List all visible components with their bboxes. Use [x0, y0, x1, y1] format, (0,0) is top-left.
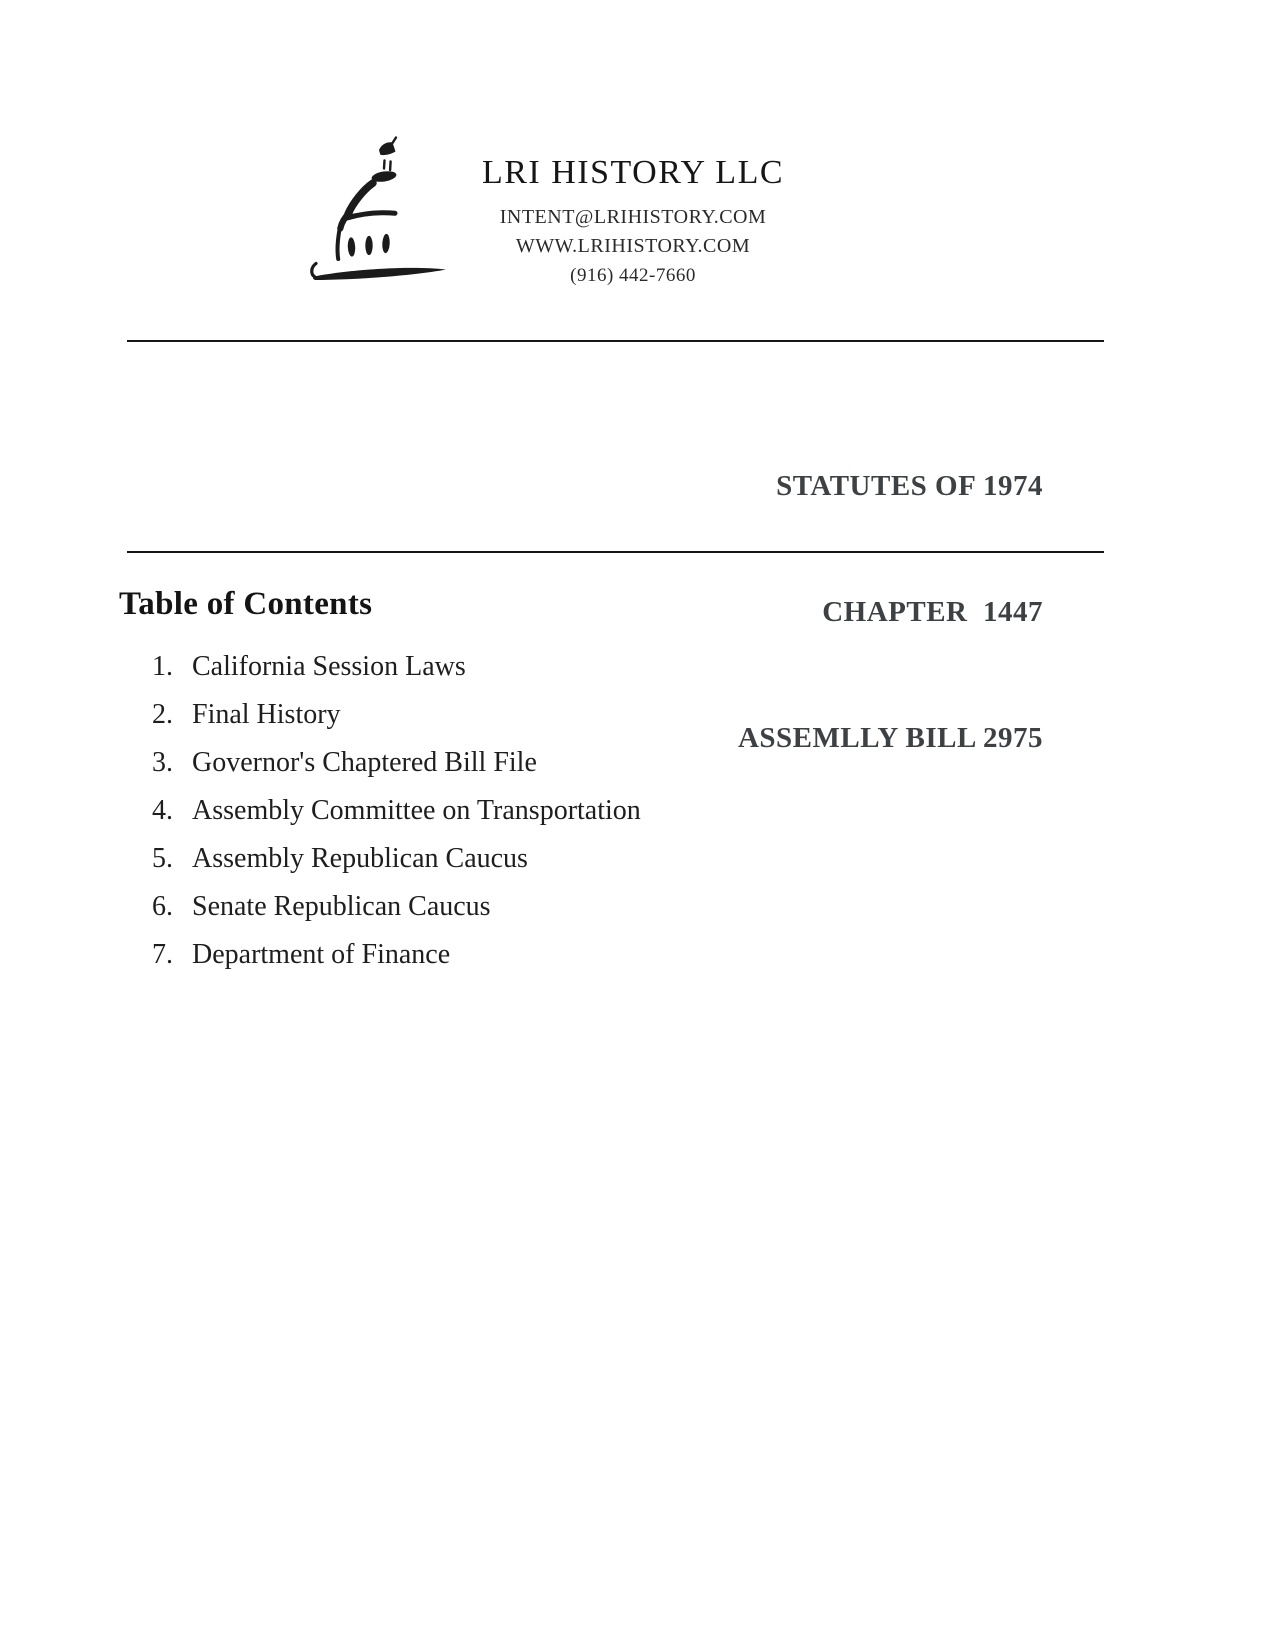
- company-email: INTENT@LRIHISTORY.COM: [499, 206, 767, 228]
- divider-top: [127, 340, 1104, 342]
- toc-item-label: Assembly Committee on Transportation: [192, 795, 641, 826]
- toc-item-label: California Session Laws: [192, 651, 466, 682]
- toc-item-number: 1.: [152, 651, 173, 682]
- toc-item-number: 4.: [152, 795, 173, 826]
- toc-item-number: 5.: [152, 843, 173, 874]
- toc-heading: Table of Contents: [119, 586, 373, 622]
- toc-item: [152, 892, 1052, 922]
- toc-item-label: Assembly Republican Caucus: [192, 843, 528, 874]
- toc-item-label: Senate Republican Caucus: [192, 891, 491, 922]
- company-website: WWW.LRIHISTORY.COM: [515, 235, 751, 257]
- toc-item: [152, 796, 1052, 826]
- toc-item: [152, 652, 1052, 682]
- toc-item: [152, 844, 1052, 874]
- toc-list: [152, 652, 1052, 988]
- toc-item: [152, 700, 1052, 730]
- toc-item-number: 3.: [152, 747, 173, 778]
- toc-item: [152, 748, 1052, 778]
- case-title-line-chapter: CHAPTER 1447: [822, 596, 1043, 628]
- toc-item-number: 7.: [152, 939, 173, 970]
- company-logo: [288, 116, 450, 288]
- case-title-line-statutes: STATUTES OF 1974: [776, 470, 1043, 502]
- case-title-line-bill: ASSEMLLY BILL 2975: [737, 722, 1043, 754]
- letterhead: [433, 154, 833, 290]
- company-name: LRI HISTORY LLC: [481, 154, 785, 191]
- capitol-dome-icon: [288, 116, 450, 288]
- divider-bottom: [127, 551, 1104, 553]
- toc-item: [152, 940, 1052, 970]
- toc-item-number: 6.: [152, 891, 173, 922]
- toc-item-label: Department of Finance: [192, 939, 451, 970]
- toc-item-label: Governor's Chaptered Bill File: [192, 747, 537, 778]
- company-phone: (916) 442-7660: [570, 265, 696, 286]
- toc-item-number: 2.: [152, 699, 173, 730]
- toc-item-label: Final History: [192, 699, 341, 730]
